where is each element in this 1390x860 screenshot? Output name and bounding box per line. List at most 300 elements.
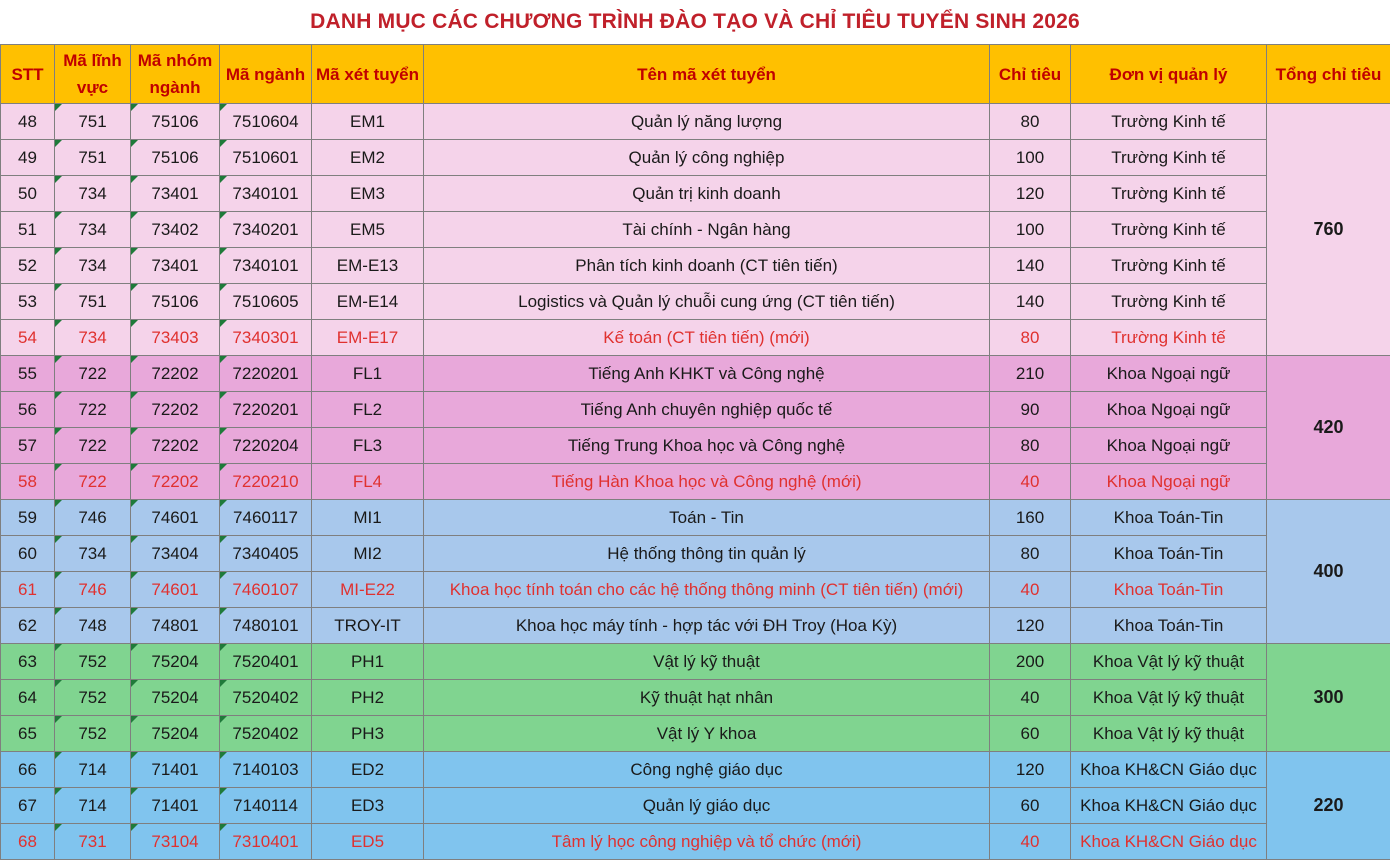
cell-ten-ma-xet-tuyen-text: Quản lý năng lượng — [630, 111, 783, 131]
cell-don-vi-quan-ly — [1071, 140, 1267, 176]
cell-ma-nganh — [220, 536, 312, 572]
cell-tong-chi-tieu: 420 — [1267, 356, 1390, 500]
cell-ma-nganh — [220, 104, 312, 140]
cell-stt — [1, 176, 55, 212]
cell-don-vi-quan-ly-text: Khoa Toán-Tin — [1113, 507, 1224, 527]
cell-ma-xet-tuyen-text: FL4 — [352, 471, 383, 491]
cell-marker-icon — [131, 536, 138, 543]
cell-ma-nganh — [220, 212, 312, 248]
cell-marker-icon — [220, 788, 227, 795]
table-row — [1, 320, 1390, 356]
cell-chi-tieu — [990, 536, 1071, 572]
cell-ma-nhom-nganh-text: 75106 — [151, 111, 199, 131]
cell-ten-ma-xet-tuyen — [424, 176, 990, 212]
table-row — [1, 608, 1390, 644]
cell-marker-icon — [131, 788, 138, 795]
cell-stt-text: 52 — [18, 255, 37, 275]
cell-ma-nganh — [220, 752, 312, 788]
cell-stt-text: 48 — [18, 111, 37, 131]
cell-ma-nganh — [220, 644, 312, 680]
cell-marker-icon — [220, 680, 227, 687]
cell-stt — [1, 752, 55, 788]
cell-stt — [1, 536, 55, 572]
cell-don-vi-quan-ly-text: Trường Kinh tế — [1111, 183, 1226, 203]
cell-stt-text: 57 — [18, 435, 37, 455]
cell-marker-icon — [131, 716, 138, 723]
cell-stt — [1, 248, 55, 284]
cell-ten-ma-xet-tuyen-text: Vật lý Y khoa — [656, 723, 757, 743]
cell-chi-tieu-text: 40 — [1020, 471, 1040, 491]
cell-ten-ma-xet-tuyen — [424, 428, 990, 464]
cell-chi-tieu-text: 80 — [1020, 327, 1040, 347]
table-body — [1, 104, 1390, 860]
cell-don-vi-quan-ly-text: Khoa Ngoại ngữ — [1106, 399, 1231, 419]
cell-ma-linh-vuc-text: 746 — [78, 579, 107, 599]
cell-don-vi-quan-ly — [1071, 356, 1267, 392]
cell-don-vi-quan-ly — [1071, 320, 1267, 356]
cell-ma-linh-vuc — [55, 284, 131, 320]
cell-don-vi-quan-ly-text: Khoa Ngoại ngữ — [1106, 435, 1231, 455]
cell-don-vi-quan-ly — [1071, 824, 1267, 860]
cell-ma-xet-tuyen — [312, 140, 424, 176]
cell-ten-ma-xet-tuyen — [424, 644, 990, 680]
cell-ma-nhom-nganh — [131, 140, 220, 176]
cell-chi-tieu — [990, 140, 1071, 176]
cell-ten-ma-xet-tuyen-text: Công nghệ giáo dục — [630, 759, 783, 779]
cell-chi-tieu-text: 100 — [1015, 147, 1045, 167]
cell-marker-icon — [131, 608, 138, 615]
cell-ma-xet-tuyen-text: MI-E22 — [340, 579, 395, 599]
cell-chi-tieu — [990, 104, 1071, 140]
cell-tong-chi-tieu: 760 — [1267, 104, 1390, 356]
table-row — [1, 392, 1390, 428]
cell-ten-ma-xet-tuyen — [424, 284, 990, 320]
header-chi-tieu: Chỉ tiêu — [990, 45, 1071, 104]
cell-don-vi-quan-ly-text: Trường Kinh tế — [1111, 111, 1226, 131]
cell-chi-tieu-text: 80 — [1020, 435, 1040, 455]
cell-ma-linh-vuc — [55, 464, 131, 500]
cell-ten-ma-xet-tuyen — [424, 536, 990, 572]
cell-marker-icon — [220, 284, 227, 291]
cell-don-vi-quan-ly — [1071, 608, 1267, 644]
cell-stt-text: 66 — [18, 759, 37, 779]
cell-marker-icon — [55, 536, 62, 543]
cell-ma-linh-vuc — [55, 644, 131, 680]
cell-ma-linh-vuc — [55, 536, 131, 572]
cell-ma-linh-vuc — [55, 248, 131, 284]
cell-stt — [1, 212, 55, 248]
cell-ma-nhom-nganh — [131, 356, 220, 392]
cell-ten-ma-xet-tuyen — [424, 248, 990, 284]
cell-ma-nhom-nganh — [131, 824, 220, 860]
cell-chi-tieu-text: 120 — [1015, 183, 1045, 203]
cell-ma-linh-vuc — [55, 500, 131, 536]
cell-ma-linh-vuc — [55, 104, 131, 140]
cell-chi-tieu-text: 80 — [1020, 111, 1040, 131]
cell-ma-nganh-text: 7310401 — [232, 831, 299, 851]
cell-ma-nganh — [220, 716, 312, 752]
cell-ma-linh-vuc-text: 751 — [78, 111, 107, 131]
table-row — [1, 140, 1390, 176]
cell-stt — [1, 464, 55, 500]
cell-marker-icon — [131, 500, 138, 507]
cell-ma-nganh — [220, 680, 312, 716]
cell-don-vi-quan-ly-text: Khoa Ngoại ngữ — [1106, 471, 1231, 491]
cell-marker-icon — [220, 752, 227, 759]
cell-chi-tieu-text: 210 — [1015, 363, 1045, 383]
cell-ten-ma-xet-tuyen — [424, 788, 990, 824]
cell-ma-nhom-nganh-text: 72202 — [151, 363, 199, 383]
cell-ten-ma-xet-tuyen-text: Quản lý giáo dục — [642, 795, 771, 815]
cell-marker-icon — [55, 716, 62, 723]
cell-chi-tieu — [990, 464, 1071, 500]
cell-don-vi-quan-ly — [1071, 500, 1267, 536]
cell-chi-tieu-text: 80 — [1020, 543, 1040, 563]
cell-marker-icon — [220, 644, 227, 651]
cell-chi-tieu — [990, 572, 1071, 608]
cell-marker-icon — [131, 464, 138, 471]
cell-chi-tieu — [990, 428, 1071, 464]
table-row — [1, 176, 1390, 212]
cell-marker-icon — [55, 140, 62, 147]
cell-marker-icon — [220, 824, 227, 831]
cell-ma-xet-tuyen — [312, 428, 424, 464]
cell-marker-icon — [220, 500, 227, 507]
cell-marker-icon — [220, 536, 227, 543]
cell-don-vi-quan-ly-text: Khoa Toán-Tin — [1113, 615, 1224, 635]
cell-ma-xet-tuyen-text: ED2 — [350, 759, 385, 779]
cell-marker-icon — [220, 212, 227, 219]
cell-tong-chi-tieu: 400 — [1267, 500, 1390, 644]
cell-ma-xet-tuyen — [312, 176, 424, 212]
cell-ten-ma-xet-tuyen-text: Tài chính - Ngân hàng — [622, 219, 791, 239]
cell-marker-icon — [220, 608, 227, 615]
header-ma-nhom-nganh: Mã nhóm ngành — [131, 45, 220, 104]
cell-don-vi-quan-ly-text: Khoa Ngoại ngữ — [1106, 363, 1231, 383]
cell-ma-nganh-text: 7220204 — [232, 435, 299, 455]
cell-stt — [1, 572, 55, 608]
cell-chi-tieu — [990, 176, 1071, 212]
cell-ma-nganh-text: 7510605 — [232, 291, 299, 311]
cell-ten-ma-xet-tuyen-text: Quản trị kinh doanh — [632, 183, 781, 203]
cell-ten-ma-xet-tuyen-text: Tiếng Anh chuyên nghiệp quốc tế — [580, 399, 833, 419]
header-don-vi-quan-ly: Đơn vị quản lý — [1071, 45, 1267, 104]
cell-marker-icon — [131, 752, 138, 759]
cell-ma-xet-tuyen — [312, 320, 424, 356]
cell-ma-linh-vuc-text: 734 — [78, 219, 107, 239]
cell-stt-text: 67 — [18, 795, 37, 815]
cell-ten-ma-xet-tuyen-text: Toán - Tin — [669, 507, 744, 527]
cell-don-vi-quan-ly — [1071, 716, 1267, 752]
cell-ma-nganh — [220, 464, 312, 500]
cell-ma-xet-tuyen-text: EM-E17 — [336, 327, 399, 347]
cell-ma-nganh-text: 7460117 — [233, 507, 298, 527]
cell-chi-tieu — [990, 356, 1071, 392]
cell-don-vi-quan-ly-text: Khoa Vật lý kỹ thuật — [1092, 723, 1245, 743]
cell-ma-xet-tuyen-text: FL2 — [352, 399, 383, 419]
cell-chi-tieu-text: 140 — [1015, 291, 1045, 311]
cell-marker-icon — [220, 428, 227, 435]
cell-marker-icon — [55, 320, 62, 327]
cell-ma-nhom-nganh — [131, 392, 220, 428]
cell-marker-icon — [131, 392, 138, 399]
cell-ma-xet-tuyen-text: EM5 — [350, 219, 385, 239]
cell-don-vi-quan-ly — [1071, 176, 1267, 212]
cell-marker-icon — [131, 428, 138, 435]
cell-ma-xet-tuyen — [312, 392, 424, 428]
cell-chi-tieu — [990, 320, 1071, 356]
cell-stt-text: 51 — [18, 219, 37, 239]
cell-ma-xet-tuyen — [312, 680, 424, 716]
table-row — [1, 248, 1390, 284]
cell-ma-xet-tuyen-text: TROY-IT — [334, 615, 401, 635]
cell-ten-ma-xet-tuyen — [424, 500, 990, 536]
cell-ma-xet-tuyen — [312, 824, 424, 860]
cell-stt — [1, 104, 55, 140]
cell-tong-chi-tieu: 300 — [1267, 644, 1390, 752]
cell-marker-icon — [131, 176, 138, 183]
cell-ten-ma-xet-tuyen — [424, 356, 990, 392]
cell-ma-nhom-nganh — [131, 716, 220, 752]
cell-ma-linh-vuc-text: 752 — [78, 651, 107, 671]
cell-ten-ma-xet-tuyen-text: Tiếng Trung Khoa học và Công nghệ — [567, 435, 846, 455]
cell-don-vi-quan-ly — [1071, 680, 1267, 716]
cell-marker-icon — [55, 176, 62, 183]
header-ten-ma-xet-tuyen: Tên mã xét tuyển — [424, 45, 990, 104]
cell-stt — [1, 356, 55, 392]
cell-ma-nganh-text: 7140114 — [233, 795, 298, 815]
cell-marker-icon — [220, 572, 227, 579]
cell-chi-tieu-text: 100 — [1015, 219, 1045, 239]
cell-marker-icon — [55, 572, 62, 579]
cell-ma-nganh-text: 7510604 — [232, 111, 299, 131]
cell-ma-nhom-nganh-text: 75106 — [151, 291, 199, 311]
table-row — [1, 680, 1390, 716]
cell-marker-icon — [55, 284, 62, 291]
cell-ma-xet-tuyen — [312, 356, 424, 392]
cell-don-vi-quan-ly-text: Trường Kinh tế — [1111, 255, 1226, 275]
cell-marker-icon — [55, 500, 62, 507]
cell-stt-text: 54 — [18, 327, 37, 347]
cell-chi-tieu — [990, 608, 1071, 644]
cell-ma-nhom-nganh-text: 74601 — [151, 579, 199, 599]
cell-ten-ma-xet-tuyen — [424, 752, 990, 788]
cell-marker-icon — [55, 608, 62, 615]
cell-marker-icon — [220, 248, 227, 255]
cell-don-vi-quan-ly — [1071, 104, 1267, 140]
cell-marker-icon — [131, 320, 138, 327]
cell-ten-ma-xet-tuyen-text: Khoa học máy tính - hợp tác với ĐH Troy (Hoa Kỳ) — [515, 615, 898, 635]
cell-ma-nhom-nganh-text: 72202 — [151, 399, 199, 419]
cell-stt — [1, 428, 55, 464]
cell-ma-linh-vuc — [55, 356, 131, 392]
cell-chi-tieu-text: 140 — [1015, 255, 1045, 275]
cell-marker-icon — [131, 140, 138, 147]
cell-ma-nhom-nganh — [131, 104, 220, 140]
table-row — [1, 716, 1390, 752]
cell-ma-xet-tuyen-text: PH2 — [350, 687, 385, 707]
cell-ma-linh-vuc — [55, 824, 131, 860]
cell-stt-text: 56 — [18, 399, 37, 419]
cell-ma-nganh-text: 7140103 — [232, 759, 299, 779]
cell-ten-ma-xet-tuyen — [424, 140, 990, 176]
header-row — [1, 45, 1390, 104]
cell-don-vi-quan-ly — [1071, 464, 1267, 500]
cell-ma-nganh-text: 7520402 — [232, 723, 299, 743]
cell-ten-ma-xet-tuyen-text: Kỹ thuật hạt nhân — [639, 687, 774, 707]
cell-ma-nganh — [220, 248, 312, 284]
cell-ma-nganh — [220, 176, 312, 212]
cell-ma-nganh-text: 7340301 — [232, 327, 299, 347]
cell-ma-linh-vuc-text: 734 — [78, 543, 107, 563]
header-ma-linh-vuc: Mã lĩnh vực — [55, 45, 131, 104]
cell-stt-text: 63 — [18, 651, 37, 671]
cell-ten-ma-xet-tuyen-text: Kế toán (CT tiên tiến) (mới) — [603, 327, 810, 347]
cell-ma-nhom-nganh-text: 75204 — [151, 687, 199, 707]
cell-don-vi-quan-ly — [1071, 536, 1267, 572]
cell-ten-ma-xet-tuyen-text: Tâm lý học công nghiệp và tổ chức (mới) — [551, 831, 862, 851]
cell-ma-nganh-text: 7510601 — [232, 147, 299, 167]
cell-ma-linh-vuc — [55, 572, 131, 608]
cell-don-vi-quan-ly-text: Khoa Vật lý kỹ thuật — [1092, 687, 1245, 707]
cell-ma-nhom-nganh-text: 74801 — [151, 615, 199, 635]
cell-marker-icon — [55, 464, 62, 471]
cell-ma-linh-vuc — [55, 140, 131, 176]
cell-chi-tieu — [990, 824, 1071, 860]
cell-marker-icon — [131, 212, 138, 219]
cell-stt — [1, 500, 55, 536]
cell-chi-tieu-text: 40 — [1020, 579, 1040, 599]
cell-ma-nhom-nganh — [131, 572, 220, 608]
page-title: DANH MỤC CÁC CHƯƠNG TRÌNH ĐÀO TẠO VÀ CHỈ TIÊU TUYỂN SINH 2026 — [310, 10, 1080, 33]
cell-ma-nhom-nganh-text: 73401 — [151, 255, 199, 275]
cell-ma-nhom-nganh — [131, 680, 220, 716]
cell-marker-icon — [55, 356, 62, 363]
cell-ma-xet-tuyen-text: FL1 — [352, 363, 383, 383]
cell-marker-icon — [131, 680, 138, 687]
cell-ma-nhom-nganh-text: 73403 — [151, 327, 199, 347]
cell-marker-icon — [55, 104, 62, 111]
cell-ma-nganh-text: 7340101 — [232, 255, 299, 275]
cell-marker-icon — [220, 464, 227, 471]
cell-ten-ma-xet-tuyen-text: Logistics và Quản lý chuỗi cung ứng (CT tiên tiến) — [518, 291, 895, 311]
table-row — [1, 212, 1390, 248]
cell-don-vi-quan-ly — [1071, 392, 1267, 428]
table-row — [1, 536, 1390, 572]
cell-marker-icon — [55, 788, 62, 795]
header-stt: STT — [1, 45, 55, 104]
cell-ma-linh-vuc-text: 751 — [78, 291, 107, 311]
table-row — [1, 104, 1390, 140]
cell-ma-nganh — [220, 608, 312, 644]
cell-ten-ma-xet-tuyen-text: Tiếng Hàn Khoa học và Công nghệ (mới) — [551, 471, 862, 491]
cell-ma-linh-vuc — [55, 320, 131, 356]
cell-chi-tieu — [990, 500, 1071, 536]
cell-don-vi-quan-ly-text: Khoa KH&CN Giáo dục — [1080, 759, 1257, 779]
cell-chi-tieu-text: 200 — [1015, 651, 1045, 671]
table-row — [1, 752, 1390, 788]
cell-ten-ma-xet-tuyen — [424, 608, 990, 644]
cell-ma-xet-tuyen-text: EM1 — [350, 111, 385, 131]
cell-ma-linh-vuc-text: 731 — [78, 831, 107, 851]
cell-chi-tieu — [990, 392, 1071, 428]
cell-ma-xet-tuyen — [312, 608, 424, 644]
cell-marker-icon — [220, 104, 227, 111]
cell-marker-icon — [55, 248, 62, 255]
cell-ma-linh-vuc-text: 746 — [78, 507, 107, 527]
cell-ma-linh-vuc-text: 714 — [78, 795, 107, 815]
cell-ma-xet-tuyen-text: EM-E14 — [336, 291, 399, 311]
table-row — [1, 572, 1390, 608]
cell-chi-tieu-text: 160 — [1015, 507, 1045, 527]
cell-chi-tieu — [990, 284, 1071, 320]
cell-ma-xet-tuyen-text: MI1 — [353, 507, 382, 527]
cell-stt-text: 49 — [18, 147, 37, 167]
cell-stt — [1, 392, 55, 428]
cell-ma-linh-vuc — [55, 788, 131, 824]
cell-stt — [1, 680, 55, 716]
cell-ma-nganh-text: 7220201 — [232, 399, 299, 419]
cell-ma-nganh-text: 7340101 — [232, 183, 299, 203]
cell-ma-linh-vuc — [55, 428, 131, 464]
cell-ma-xet-tuyen-text: EM3 — [350, 183, 385, 203]
cell-ma-xet-tuyen-text: PH3 — [350, 723, 385, 743]
cell-ma-nhom-nganh-text: 73402 — [151, 219, 199, 239]
cell-marker-icon — [55, 392, 62, 399]
cell-ma-xet-tuyen — [312, 284, 424, 320]
table-row — [1, 824, 1390, 860]
cell-ten-ma-xet-tuyen — [424, 680, 990, 716]
cell-ma-nhom-nganh-text: 71401 — [151, 759, 199, 779]
cell-ten-ma-xet-tuyen — [424, 320, 990, 356]
cell-marker-icon — [55, 824, 62, 831]
cell-ma-nhom-nganh-text: 72202 — [151, 471, 199, 491]
cell-ma-nhom-nganh-text: 73104 — [151, 831, 199, 851]
cell-marker-icon — [131, 824, 138, 831]
cell-ma-nganh — [220, 284, 312, 320]
cell-don-vi-quan-ly — [1071, 644, 1267, 680]
cell-stt-text: 58 — [18, 471, 37, 491]
cell-marker-icon — [220, 140, 227, 147]
cell-ma-linh-vuc-text: 752 — [78, 723, 107, 743]
cell-marker-icon — [131, 284, 138, 291]
cell-ma-xet-tuyen-text: FL3 — [352, 435, 383, 455]
cell-don-vi-quan-ly-text: Khoa KH&CN Giáo dục — [1080, 795, 1257, 815]
cell-ma-nganh — [220, 320, 312, 356]
cell-ma-linh-vuc-text: 734 — [78, 327, 107, 347]
cell-ma-nganh-text: 7480101 — [232, 615, 299, 635]
cell-ma-nganh — [220, 392, 312, 428]
cell-marker-icon — [220, 176, 227, 183]
cell-ma-linh-vuc — [55, 608, 131, 644]
cell-ten-ma-xet-tuyen-text: Quản lý công nghiệp — [628, 147, 785, 167]
cell-don-vi-quan-ly — [1071, 428, 1267, 464]
cell-ma-nganh — [220, 788, 312, 824]
cell-ma-linh-vuc — [55, 212, 131, 248]
cell-stt — [1, 140, 55, 176]
cell-ten-ma-xet-tuyen-text: Tiếng Anh KHKT và Công nghệ — [588, 363, 825, 383]
cell-ma-nhom-nganh-text: 75106 — [151, 147, 199, 167]
cell-ma-nhom-nganh — [131, 248, 220, 284]
cell-ten-ma-xet-tuyen — [424, 824, 990, 860]
cell-ma-linh-vuc — [55, 680, 131, 716]
cell-ten-ma-xet-tuyen-text: Khoa học tính toán cho các hệ thống thông minh (CT tiên tiến) (mới) — [449, 579, 964, 599]
cell-stt-text: 64 — [18, 687, 37, 707]
cell-chi-tieu — [990, 212, 1071, 248]
cell-stt-text: 61 — [18, 579, 37, 599]
cell-stt — [1, 788, 55, 824]
cell-ma-linh-vuc-text: 734 — [78, 255, 107, 275]
